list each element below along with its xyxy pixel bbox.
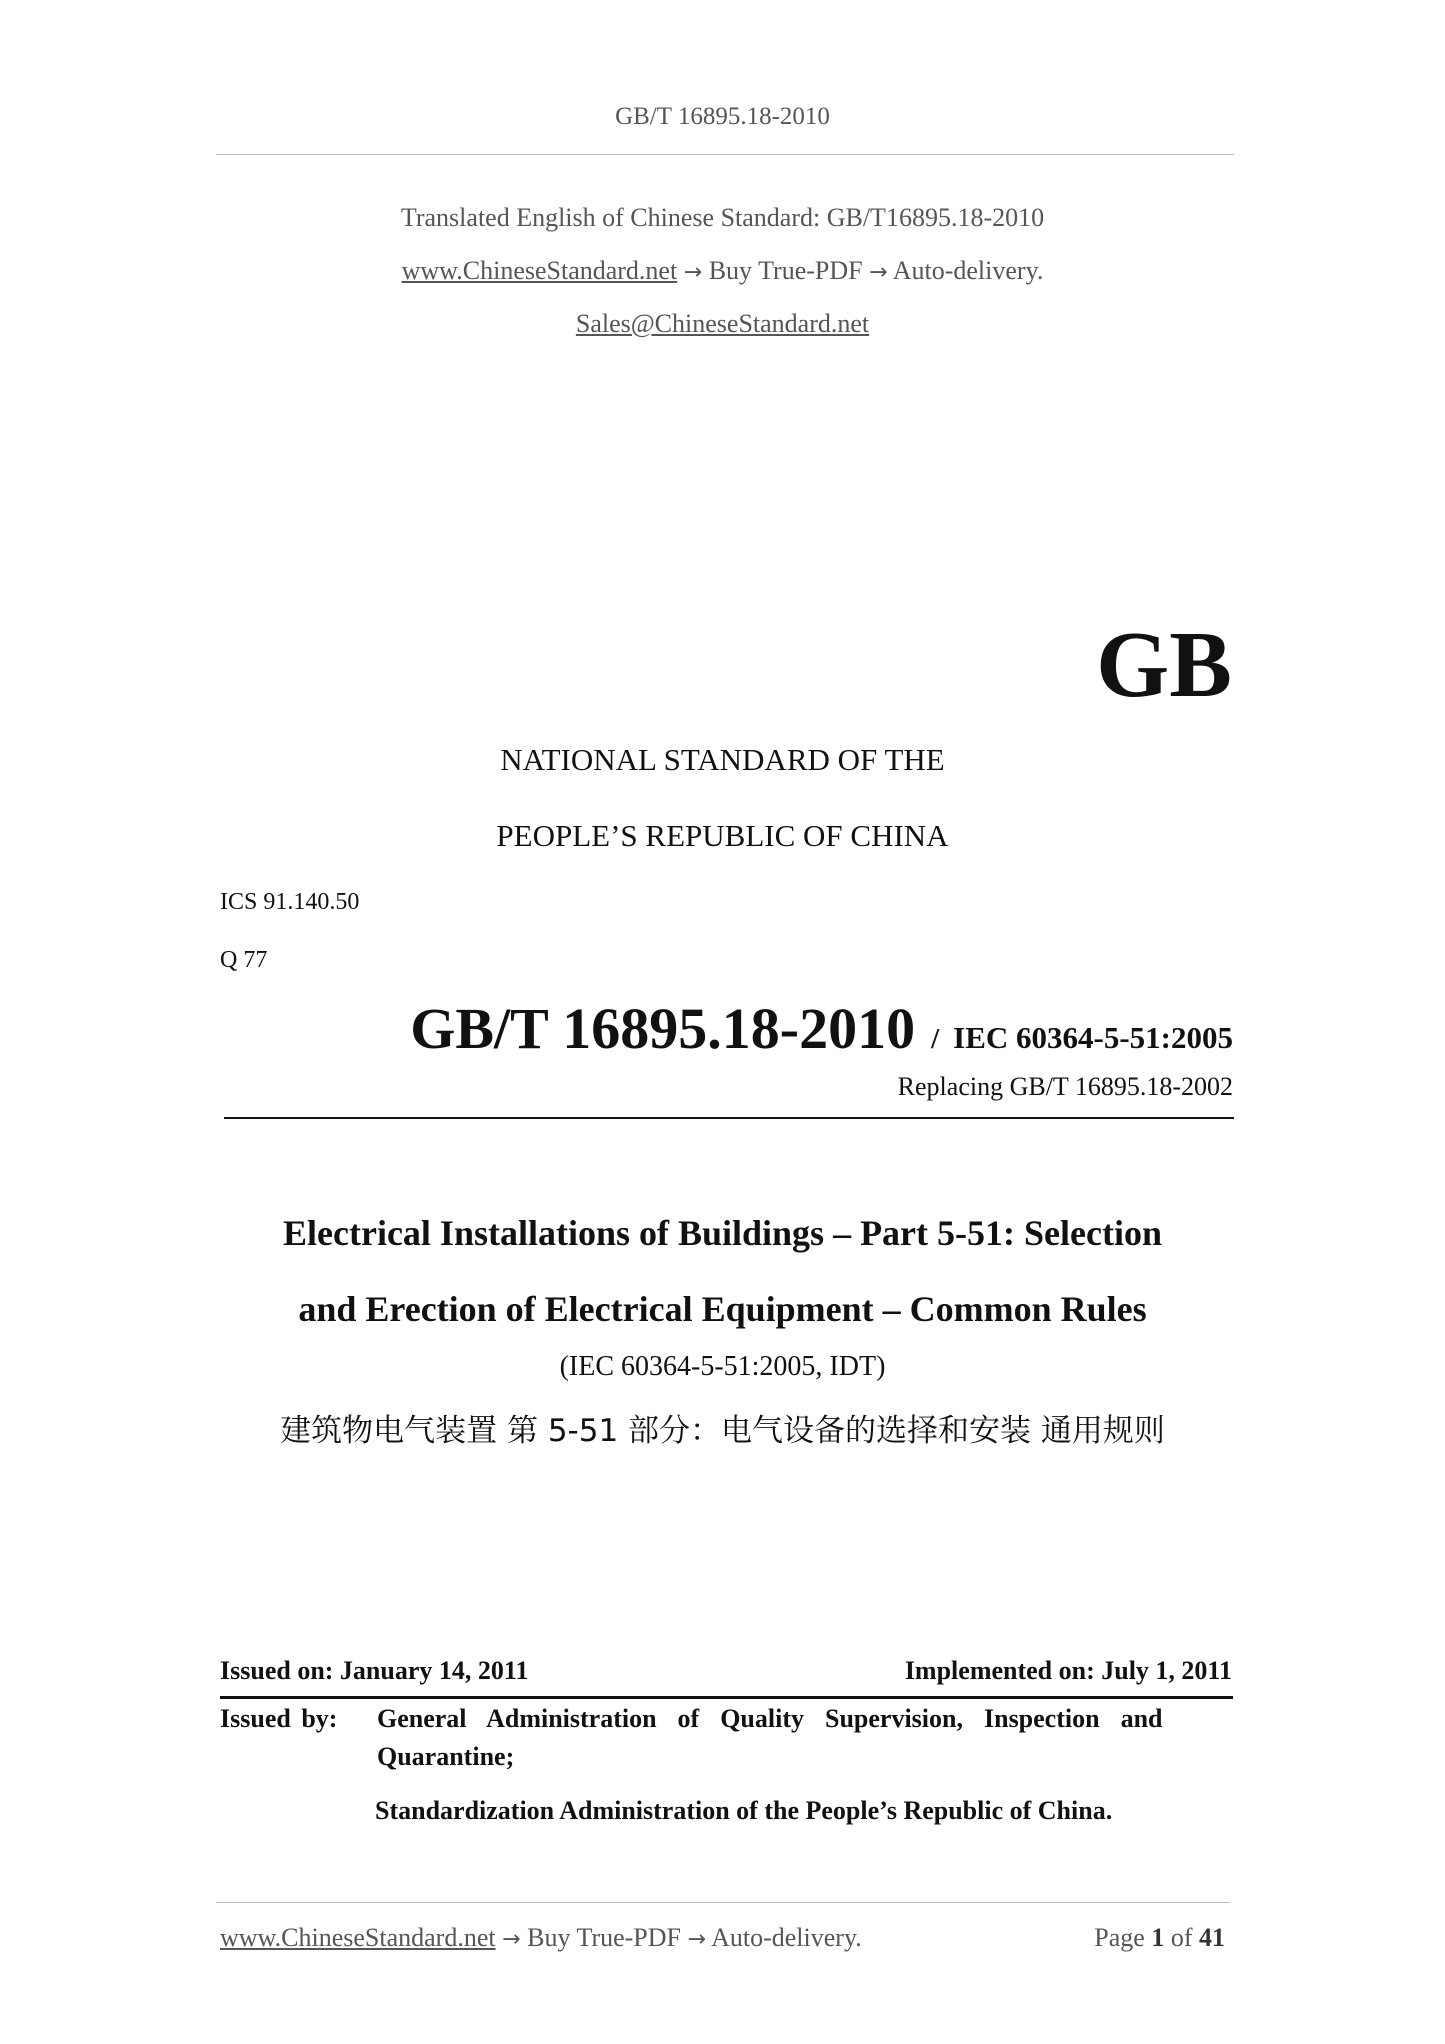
gb-logo: GB bbox=[1096, 613, 1232, 717]
arrow-icon: → bbox=[683, 259, 703, 285]
header-divider bbox=[216, 154, 1234, 155]
page-label: Page bbox=[1094, 1923, 1145, 1952]
arrow-icon: → bbox=[869, 259, 888, 285]
chinese-title: 建筑物电气装置 第 5-51 部分：电气设备的选择和安装 通用规则 bbox=[280, 1413, 1165, 1449]
page-current: 1 bbox=[1151, 1923, 1165, 1952]
iec-number: IEC 60364-5-51:2005 bbox=[953, 1020, 1233, 1055]
page-of: of bbox=[1170, 1923, 1193, 1952]
arrow-icon: → bbox=[687, 1926, 707, 1952]
footer-buy-text: Buy True-PDF bbox=[527, 1923, 682, 1952]
running-header: GB/T 16895.18-2010 bbox=[615, 103, 830, 130]
issued-on-date: Issued on: January 14, 2011 bbox=[220, 1656, 529, 1685]
title-line1: Electrical Installations of Buildings – Part 5-51: Selection bbox=[283, 1213, 1162, 1253]
national-standard-line2: PEOPLE’S REPUBLIC OF CHINA bbox=[496, 818, 949, 853]
issued-by-org1: General Administration of Quality Supervision, Inspection and bbox=[377, 1704, 1163, 1733]
footer-site-link[interactable]: www.ChineseStandard.net bbox=[220, 1923, 496, 1952]
footer-divider bbox=[216, 1902, 1230, 1903]
standard-number: GB/T 16895.18-2010 bbox=[410, 996, 916, 1061]
page-total: 41 bbox=[1199, 1923, 1225, 1952]
footer-links-line bbox=[220, 1923, 862, 1953]
title-line2: and Erection of Electrical Equipment – Common Rules bbox=[298, 1289, 1147, 1329]
page-indicator bbox=[1094, 1923, 1225, 1953]
replacing-note: Replacing GB/T 16895.18-2002 bbox=[897, 1072, 1233, 1101]
national-standard-line1: NATIONAL STANDARD OF THE bbox=[500, 742, 945, 777]
auto-delivery-text: Auto-delivery. bbox=[892, 256, 1044, 285]
arrow-icon: → bbox=[502, 1926, 521, 1952]
issued-by-org2: Standardization Administration of the People’s Republic of China. bbox=[375, 1796, 1113, 1825]
buy-true-pdf-text: Buy True-PDF bbox=[708, 256, 863, 285]
implemented-on-date: Implemented on: July 1, 2011 bbox=[904, 1656, 1232, 1685]
dates-divider bbox=[220, 1696, 1233, 1699]
title-divider bbox=[224, 1117, 1234, 1119]
ccs-code: Q 77 bbox=[220, 947, 268, 973]
site-link[interactable]: www.ChineseStandard.net bbox=[401, 256, 678, 285]
slash-separator: / bbox=[931, 1023, 940, 1055]
iec-equivalence: (IEC 60364-5-51:2005, IDT) bbox=[559, 1351, 886, 1382]
standard-number-line bbox=[410, 995, 1233, 1062]
sales-email-link[interactable]: Sales@ChineseStandard.net bbox=[575, 309, 870, 338]
ics-code: ICS 91.140.50 bbox=[220, 889, 360, 915]
notice-links-line bbox=[0, 256, 1445, 286]
footer-delivery-text: Auto-delivery. bbox=[711, 1923, 862, 1952]
issued-by-org1-cont: Quarantine; bbox=[377, 1742, 515, 1771]
translation-notice: Translated English of Chinese Standard: GB/T16895.18-2010 bbox=[400, 203, 1045, 232]
issued-by-label: Issued by: bbox=[220, 1704, 338, 1733]
